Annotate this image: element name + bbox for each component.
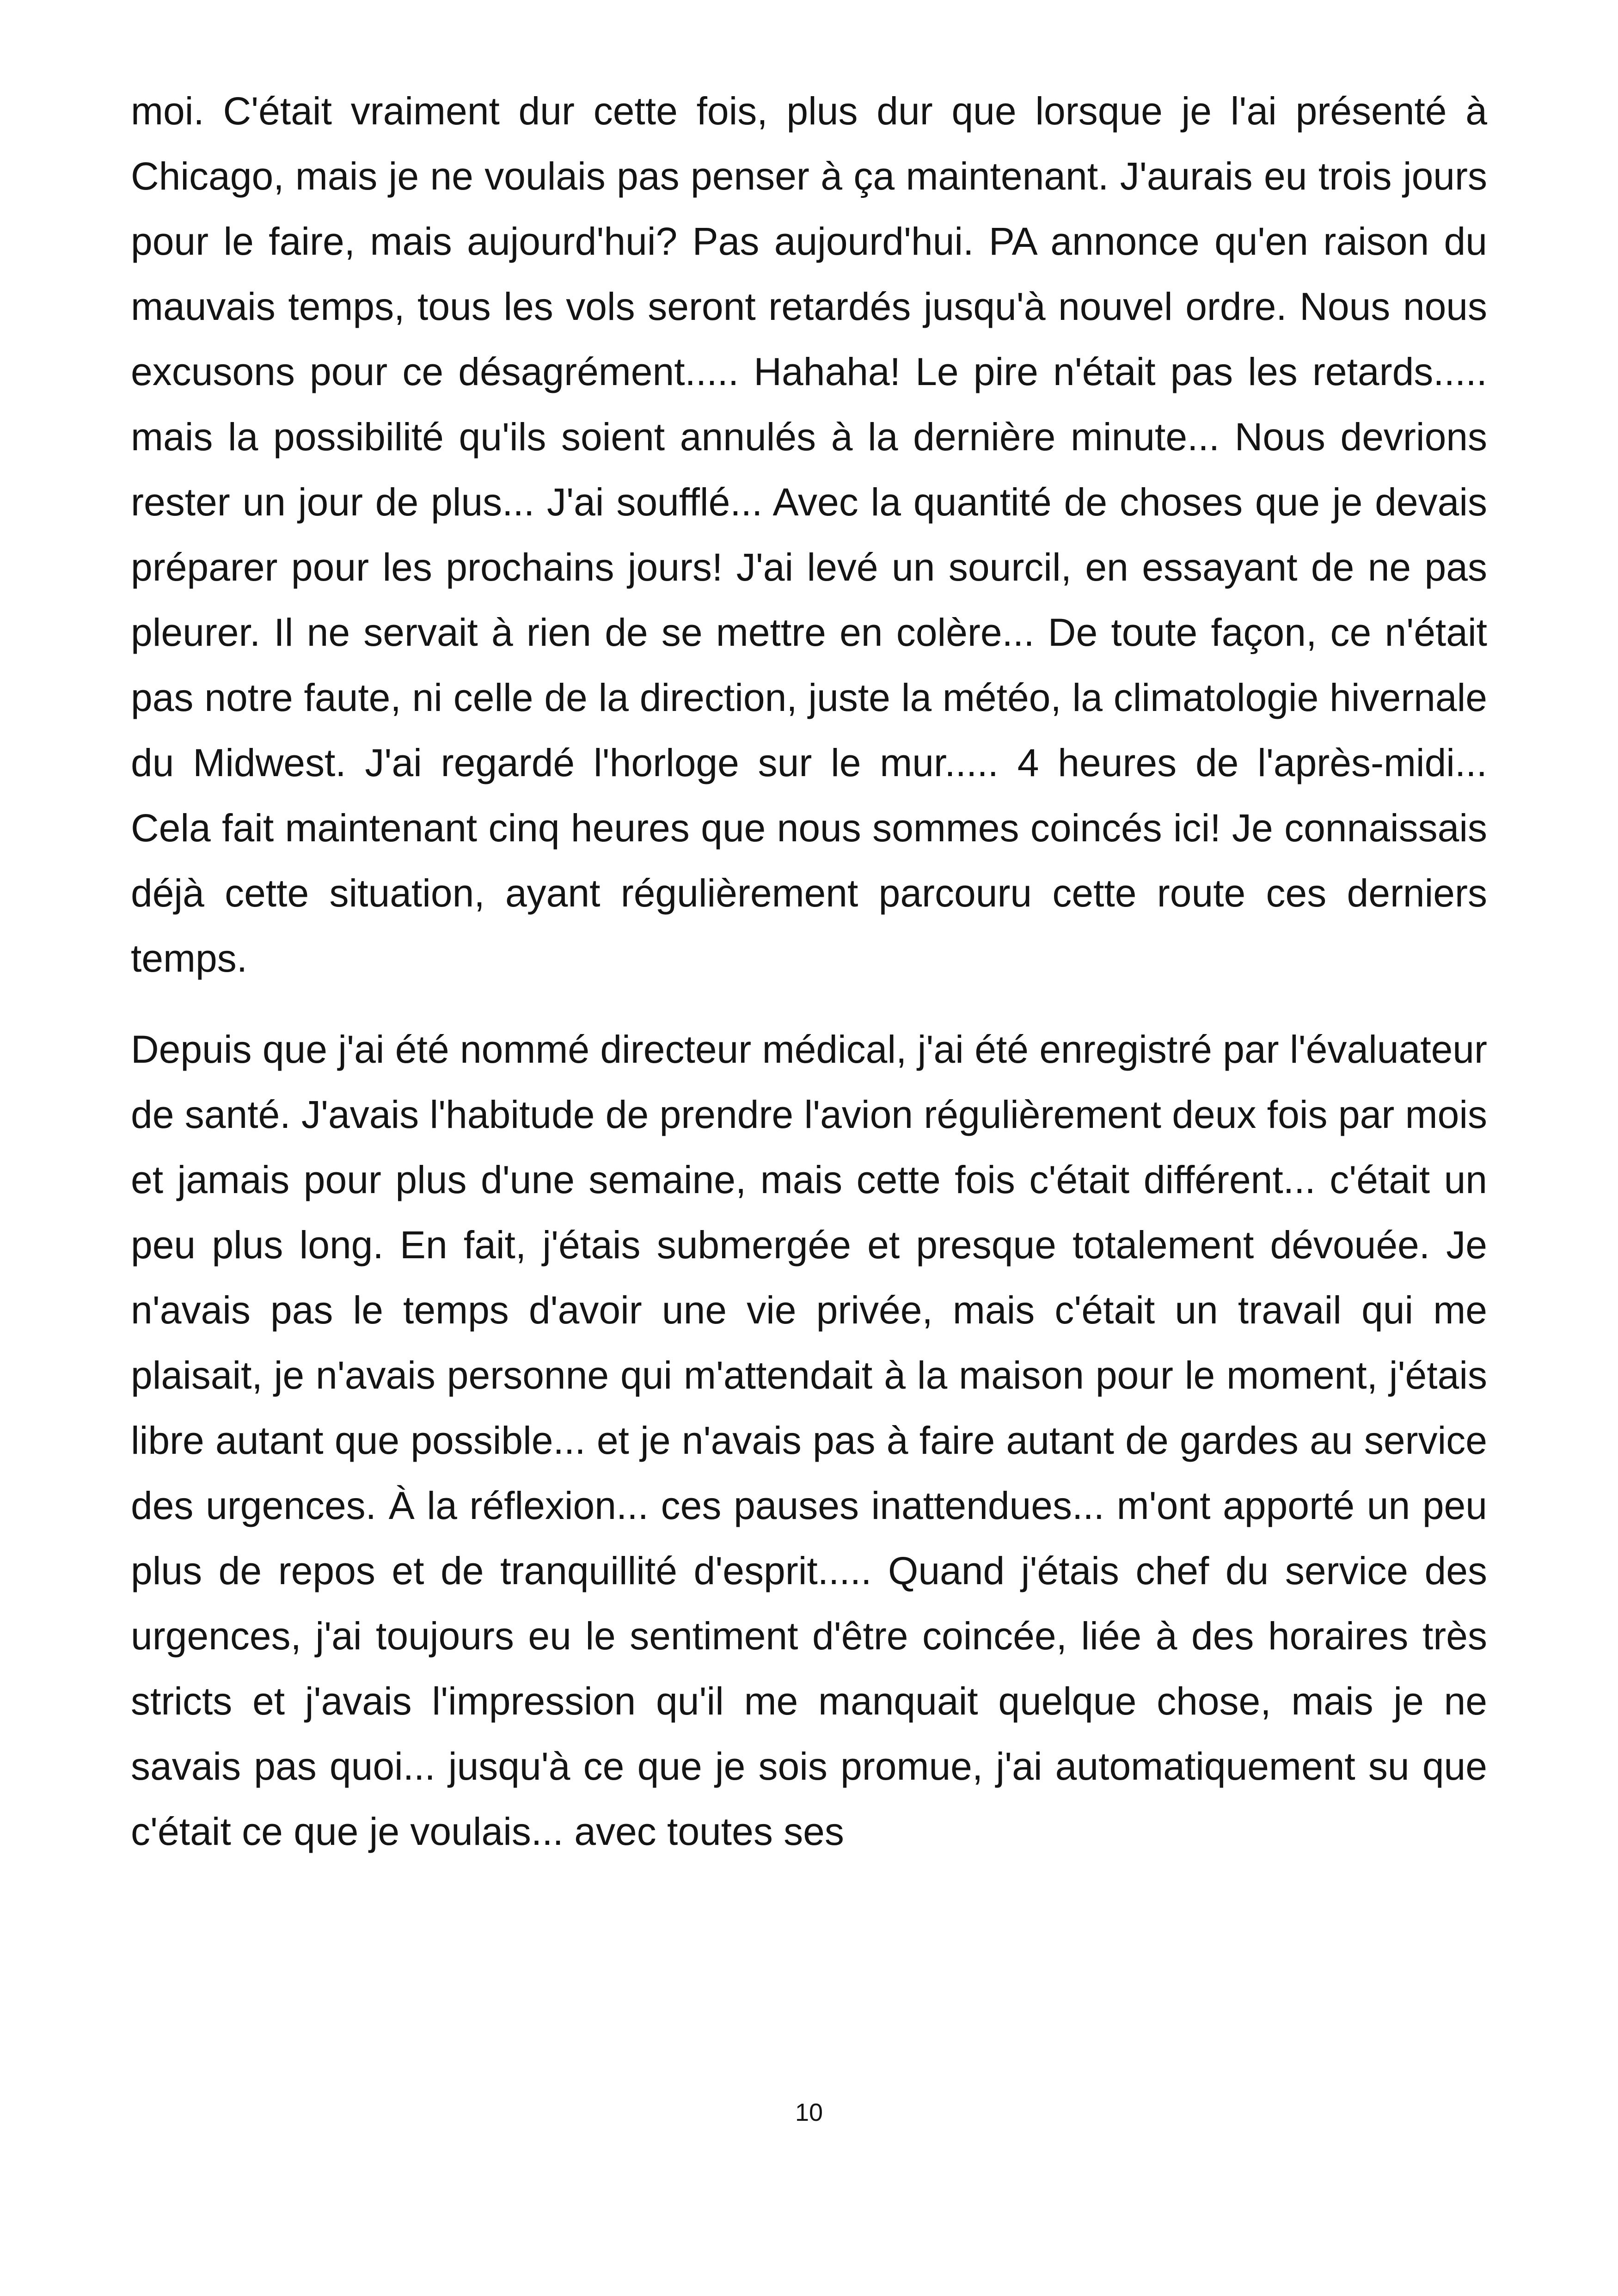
paragraph-1: moi. C'était vraiment dur cette fois, plus dur que lorsque je l'ai présenté à Chicago, mais je ne voulais pas penser à ça maintenant. J'aurais eu trois jours pour le faire, mais aujourd'hui? Pas aujourd'hui. PA annonce qu'en raison du mauvais temps, tous les vols seront retardés jusqu'à nouvel ordre. Nous nous excusons pour ce désagrément..... Hahaha! Le pire n'était pas les retards..... mais la possibilité qu'ils soient annulés à la dernière minute... Nous devrions rester un jour de plus... J'ai soufflé... Avec la quantité de choses que je devais préparer pour les prochains jours! J'ai levé un sourcil, en essayant de ne pas pleurer. Il ne servait à rien de se mettre en colère... De toute façon, ce n'était pas notre faute, ni celle de la direction, juste la météo, la climatologie hivernale du Midwest. J'ai regardé l'horloge sur le mur..... 4 heures de l'après-midi... Cela fait maintenant cinq heures que nous sommes coincés ici! Je connaissais déjà cette situation, ayant régulièrement parcouru cette route ces derniers temps. [131, 89, 1487, 980]
paragraph-2: Depuis que j'ai été nommé directeur médical, j'ai été enregistré par l'évaluateur de santé. J'avais l'habitude de prendre l'avion régulièrement deux fois par mois et jamais pour plus d'une semaine, mais cette fois c'était différent... c'était un peu plus long. En fait, j'étais submergée et presque totalement dévouée. Je n'avais pas le temps d'avoir une vie privée, mais c'était un travail qui me plaisait, je n'avais personne qui m'attendait à la maison pour le moment, j'étais libre autant que possible... et je n'avais pas à faire autant de gardes au service des urgences. À la réflexion... ces pauses inattendues... m'ont apporté un peu plus de repos et de tranquillité d'esprit..... Quand j'étais chef du service des urgences, j'ai toujours eu le sentiment d'être coincée, liée à des horaires très stricts et j'avais l'impression qu'il me manquait quelque chose, mais je ne savais pas quoi... jusqu'à ce que je sois promue, j'ai automatiquement su que c'était ce que je voulais... avec toutes ses [131, 1028, 1487, 1853]
text-body [131, 79, 1487, 1890]
page-number: 10 [795, 2099, 823, 2126]
